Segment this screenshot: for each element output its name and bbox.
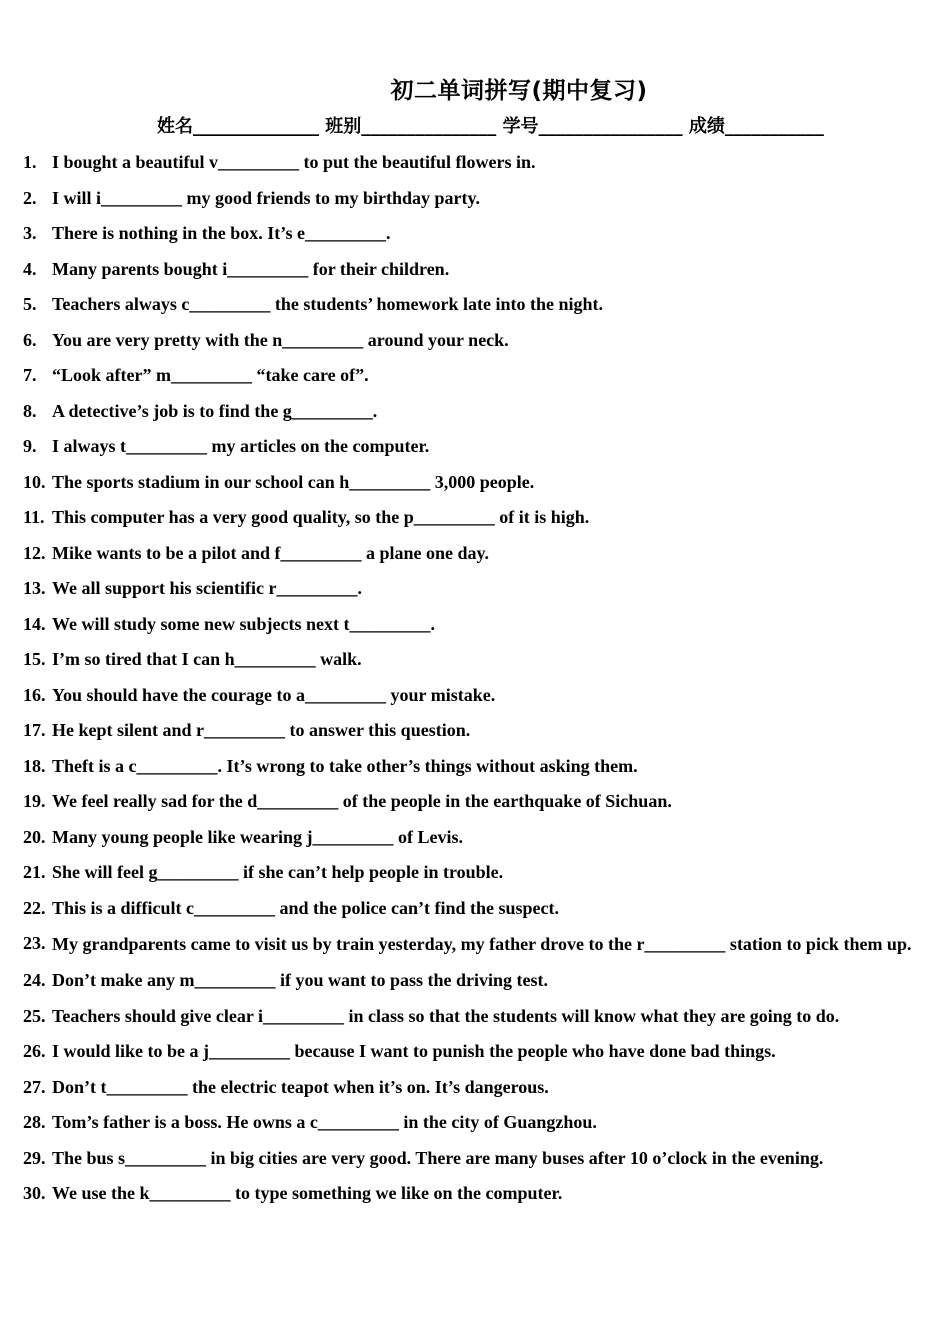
question-number: 13. bbox=[23, 578, 46, 598]
question-item bbox=[23, 500, 926, 536]
question-number: 30. bbox=[23, 1183, 46, 1203]
question-number: 3. bbox=[23, 223, 37, 243]
question-text: Don’t t_________ the electric teapot when it’s on. It’s dangerous. bbox=[52, 1076, 549, 1097]
question-item bbox=[23, 963, 926, 999]
question-number: 22. bbox=[23, 897, 46, 918]
question-number: 12. bbox=[23, 542, 46, 563]
question-number: 27. bbox=[23, 1076, 46, 1097]
question-number: 7. bbox=[23, 365, 37, 385]
question-list bbox=[23, 145, 926, 1212]
question-item bbox=[23, 713, 926, 749]
question-text: I would like to be a j_________ because I want to punish the people who have done bad things. bbox=[52, 1041, 776, 1061]
question-text: I’m so tired that I can h_________ walk. bbox=[52, 649, 362, 669]
question-text: I will i_________ my good friends to my birthday party. bbox=[52, 187, 481, 208]
question-item bbox=[23, 429, 926, 465]
question-item bbox=[23, 465, 926, 501]
question-text: We use the k_________ to type something we like on the computer. bbox=[52, 1183, 563, 1203]
question-number: 21. bbox=[23, 862, 46, 882]
student-number-blank: ________________ bbox=[538, 116, 683, 137]
student-info-line bbox=[157, 112, 824, 138]
question-text: My grandparents came to visit us by train yesterday, my father drove to the r_________ station to pick them up. bbox=[52, 934, 912, 954]
question-number: 17. bbox=[23, 720, 46, 740]
question-item bbox=[23, 642, 926, 678]
question-text: There is nothing in the box. It’s e_________. bbox=[52, 223, 391, 243]
question-text: “Look after” m_________ “take care of”. bbox=[52, 365, 369, 385]
question-item bbox=[23, 1176, 926, 1212]
question-item bbox=[23, 252, 926, 288]
question-number: 2. bbox=[23, 187, 37, 208]
question-number: 1. bbox=[23, 152, 37, 172]
question-number: 23. bbox=[23, 933, 46, 953]
question-item bbox=[23, 891, 926, 927]
question-text: The sports stadium in our school can h_________ 3,000 people. bbox=[52, 471, 535, 492]
student-number-field[interactable] bbox=[503, 112, 683, 138]
question-item bbox=[23, 1141, 926, 1177]
question-number: 4. bbox=[23, 258, 37, 279]
question-text: We will study some new subjects next t_________. bbox=[52, 613, 435, 634]
question-text: I always t_________ my articles on the computer. bbox=[52, 436, 430, 456]
score-label: 成绩 bbox=[688, 116, 725, 137]
score-blank: ___________ bbox=[724, 116, 824, 137]
question-item bbox=[23, 1105, 926, 1141]
question-text: A detective’s job is to find the g_________. bbox=[52, 400, 378, 421]
question-item bbox=[23, 287, 926, 323]
question-text: You are very pretty with the n_________ around your neck. bbox=[52, 329, 509, 350]
question-item bbox=[23, 926, 926, 963]
question-text: We feel really sad for the d_________ of the people in the earthquake of Sichuan. bbox=[52, 791, 672, 811]
question-text: Mike wants to be a pilot and f_________ a plane one day. bbox=[52, 542, 490, 563]
question-item bbox=[23, 1034, 926, 1070]
question-number: 5. bbox=[23, 294, 37, 314]
question-text: Teachers should give clear i_________ in class so that the students will know what they are going to do. bbox=[52, 1005, 840, 1026]
name-field[interactable] bbox=[157, 112, 319, 138]
question-text: Many parents bought i_________ for their children. bbox=[52, 258, 450, 279]
question-number: 20. bbox=[23, 826, 46, 847]
question-item bbox=[23, 607, 926, 643]
question-text: Tom’s father is a boss. He owns a c_________ in the city of Guangzhou. bbox=[52, 1112, 597, 1132]
question-item bbox=[23, 358, 926, 394]
question-text: She will feel g_________ if she can’t help people in trouble. bbox=[52, 862, 504, 882]
question-number: 16. bbox=[23, 684, 46, 705]
question-text: Theft is a c_________. It’s wrong to take other’s things without asking them. bbox=[52, 755, 638, 776]
question-text: The bus s_________ in big cities are very good. There are many buses after 10 o’clock in the evening. bbox=[52, 1147, 824, 1168]
question-text: He kept silent and r_________ to answer this question. bbox=[52, 720, 471, 740]
question-number: 14. bbox=[23, 613, 46, 634]
question-text: This computer has a very good quality, so the p_________ of it is high. bbox=[52, 507, 590, 527]
question-item bbox=[23, 999, 926, 1035]
class-field[interactable] bbox=[325, 112, 496, 138]
question-item bbox=[23, 1070, 926, 1106]
question-text: We all support his scientific r_________. bbox=[52, 578, 362, 598]
question-number: 18. bbox=[23, 755, 46, 776]
question-text: Teachers always c_________ the students’ homework late into the night. bbox=[52, 294, 603, 314]
question-text: I bought a beautiful v_________ to put the beautiful flowers in. bbox=[52, 152, 536, 172]
page-title: 初二单词拼写(期中复习) bbox=[390, 78, 648, 105]
question-item bbox=[23, 855, 926, 891]
question-item bbox=[23, 749, 926, 785]
class-label: 班别 bbox=[325, 116, 362, 137]
question-number: 8. bbox=[23, 400, 37, 421]
name-blank: ______________ bbox=[193, 116, 319, 137]
question-item bbox=[23, 216, 926, 252]
question-number: 28. bbox=[23, 1112, 46, 1132]
question-item bbox=[23, 678, 926, 714]
question-text: Don’t make any m_________ if you want to pass the driving test. bbox=[52, 970, 549, 990]
question-number: 25. bbox=[23, 1005, 46, 1026]
class-blank: _______________ bbox=[361, 116, 497, 137]
name-label: 姓名 bbox=[157, 116, 193, 137]
question-text: This is a difficult c_________ and the police can’t find the suspect. bbox=[52, 897, 560, 918]
question-number: 24. bbox=[23, 970, 46, 990]
question-text: You should have the courage to a_________ your mistake. bbox=[52, 684, 496, 705]
question-number: 26. bbox=[23, 1041, 46, 1061]
question-number: 6. bbox=[23, 329, 37, 350]
question-item bbox=[23, 323, 926, 359]
question-number: 29. bbox=[23, 1147, 46, 1168]
question-text: Many young people like wearing j_________ of Levis. bbox=[52, 826, 464, 847]
question-item bbox=[23, 571, 926, 607]
student-number-label: 学号 bbox=[502, 116, 539, 137]
question-number: 19. bbox=[23, 791, 46, 811]
question-item bbox=[23, 536, 926, 572]
question-item bbox=[23, 784, 926, 820]
question-number: 15. bbox=[23, 649, 46, 669]
question-number: 11. bbox=[23, 507, 45, 527]
question-item bbox=[23, 394, 926, 430]
question-number: 10. bbox=[23, 471, 46, 492]
question-item bbox=[23, 181, 926, 217]
question-item bbox=[23, 820, 926, 856]
question-number: 9. bbox=[23, 436, 37, 456]
question-item bbox=[23, 145, 926, 181]
score-field[interactable] bbox=[689, 112, 824, 138]
